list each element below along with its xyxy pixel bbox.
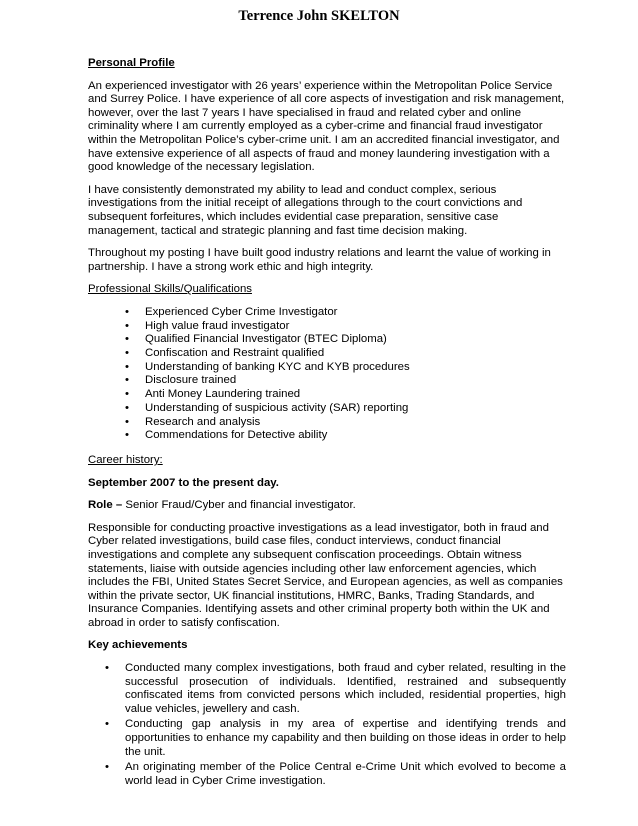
skill-item: • Understanding of banking KYC and KYB procedures [145, 361, 566, 375]
skill-item: • Understanding of suspicious activity (SAR) reporting [145, 402, 566, 416]
skill-item: • Research and analysis [145, 416, 566, 430]
achievements-list [88, 662, 566, 788]
resume-content [88, 57, 566, 790]
skill-item: • Confiscation and Restraint qualified [145, 347, 566, 361]
role-label: Role – [88, 499, 123, 512]
personal-profile-heading: Personal Profile [88, 57, 175, 69]
achievement-item: • Conducting gap analysis in my area of expertise and identifying trends and opportunities to enhance my capability and then building on those ideas in order to help the unit. [125, 718, 566, 759]
career-role [88, 499, 566, 513]
career-period: September 2007 to the present day. [88, 476, 279, 489]
achievement-item: • An originating member of the Police Central e-Crime Unit which evolved to become a world lead in Cyber Crime investigation. [125, 761, 566, 788]
profile-paragraph: I have consistently demonstrated my ability to lead and conduct complex, serious investigations from the initial receipt of allegations through to the court convictions and subsequent forfeitures, which includes evidential case preparation, sensitive case management, tactical and strategic planning and fast time decision making. [88, 183, 523, 237]
skill-item: • Qualified Financial Investigator (BTEC Diploma) [145, 333, 566, 347]
career-heading: Career history: [88, 453, 163, 466]
skill-item: • Commendations for Detective ability [145, 429, 566, 443]
career-description: Responsible for conducting proactive investigations as a lead investigator, both in fraud and Cyber related investigations, build case files, conduct interviews, conduct financial investigations and complete any subsequent confiscation proceedings. Obtain witness statements, liaise with outside agencies including other law enforcement agencies, which includes the FBI, United States Secret Service, and European agencies, as well as companies within the private sector, UK financial institutions, HMRC, Banks, Trading Standards, and Insurance Companies. Identifying assets and other criminal property both within the UK and abroad in order to satisfy confiscation. [88, 521, 563, 629]
profile-paragraph: Throughout my posting I have built good industry relations and learnt the value of working in partnership. I have a strong work ethic and high integrity. [88, 247, 551, 273]
skills-list [88, 306, 566, 443]
achievements-heading: Key achievements [88, 639, 188, 652]
page-title: Terrence John SKELTON [238, 8, 400, 24]
skill-item: • High value fraud investigator [145, 320, 566, 334]
skill-item: • Experienced Cyber Crime Investigator [145, 306, 566, 320]
role-value: Senior Fraud/Cyber and financial investigator. [122, 499, 356, 512]
achievement-item: • Conducted many complex investigations, both fraud and cyber related, resulting in the successful prosecution of individuals. Identified, restrained and subsequently confiscated items from convicted persons which included, residential properties, high value vehicles, jewellery and cash. [125, 662, 566, 716]
skill-item: • Anti Money Laundering trained [145, 388, 566, 402]
skill-item: • Disclosure trained [145, 374, 566, 388]
skills-heading: Professional Skills/Qualifications [88, 283, 252, 296]
profile-paragraph: An experienced investigator with 26 years’ experience within the Metropolitan Police Service and Surrey Police. I have experience of all core aspects of investigation and risk management, however, over the last 7 years I have specialised in fraud and related cyber and online criminality where I am currently employed as a cyber-crime and financial fraud investigator within the Metropolitan Police’s cyber-crime unit. I am an accredited financial investigator, and have extensive experience of all aspects of fraud and money laundering investigation with a good knowledge of the necessary legislation. [88, 79, 565, 174]
